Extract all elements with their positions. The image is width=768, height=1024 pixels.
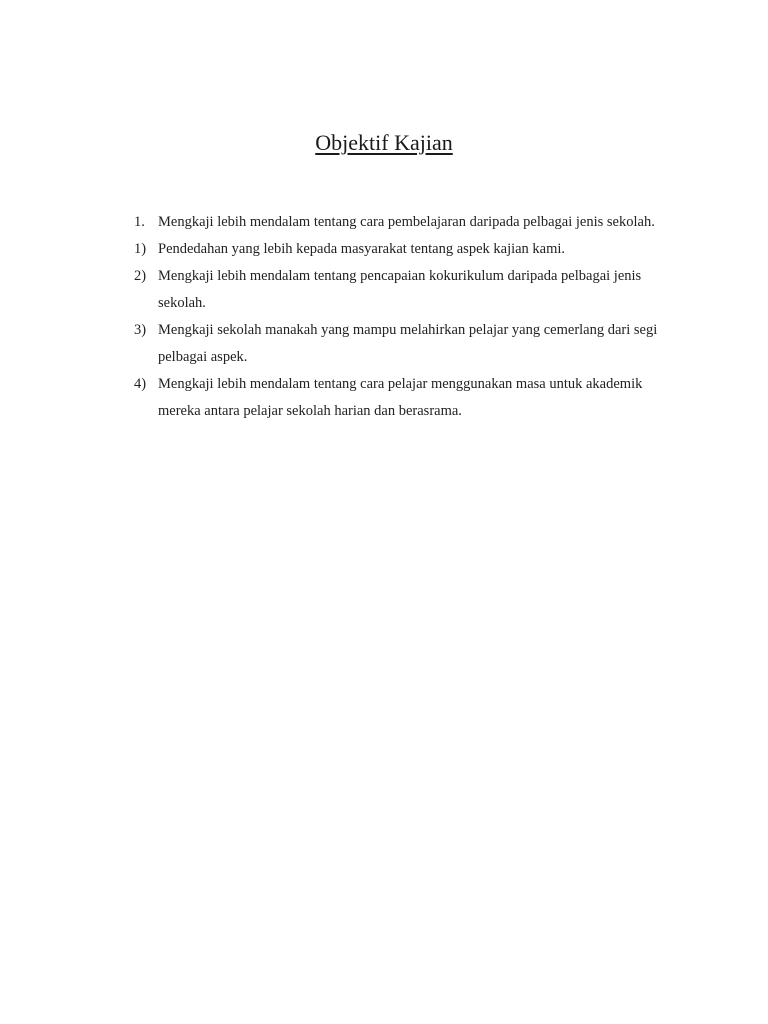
list-marker: 4) xyxy=(134,376,147,392)
list-item xyxy=(134,236,664,263)
list-item-text: Mengkaji lebih mendalam tentang cara pembelajaran daripada pelbagai jenis sekolah. xyxy=(158,214,655,230)
list-item-text: Mengkaji sekolah manakah yang mampu melahirkan pelajar yang cemerlang dari segi pelbagai aspek. xyxy=(158,322,658,365)
list-item xyxy=(134,317,664,371)
list-marker: 2) xyxy=(134,268,147,284)
page-title: Objektif Kajian xyxy=(315,130,453,155)
list-marker: 1. xyxy=(134,214,145,230)
list-item xyxy=(134,371,664,425)
list-item-text: Mengkaji lebih mendalam tentang cara pelajar menggunakan masa untuk akademik mereka antara pelajar sekolah harian dan berasrama. xyxy=(158,376,643,419)
list-item xyxy=(134,263,664,317)
objectives-list xyxy=(134,209,664,425)
list-marker: 3) xyxy=(134,322,147,338)
list-item-text: Pendedahan yang lebih kepada masyarakat tentang aspek kajian kami. xyxy=(158,241,566,257)
list-item-text: Mengkaji lebih mendalam tentang pencapaian kokurikulum daripada pelbagai jenis sekolah. xyxy=(158,268,642,311)
list-item xyxy=(134,209,664,236)
list-marker: 1) xyxy=(134,241,147,257)
